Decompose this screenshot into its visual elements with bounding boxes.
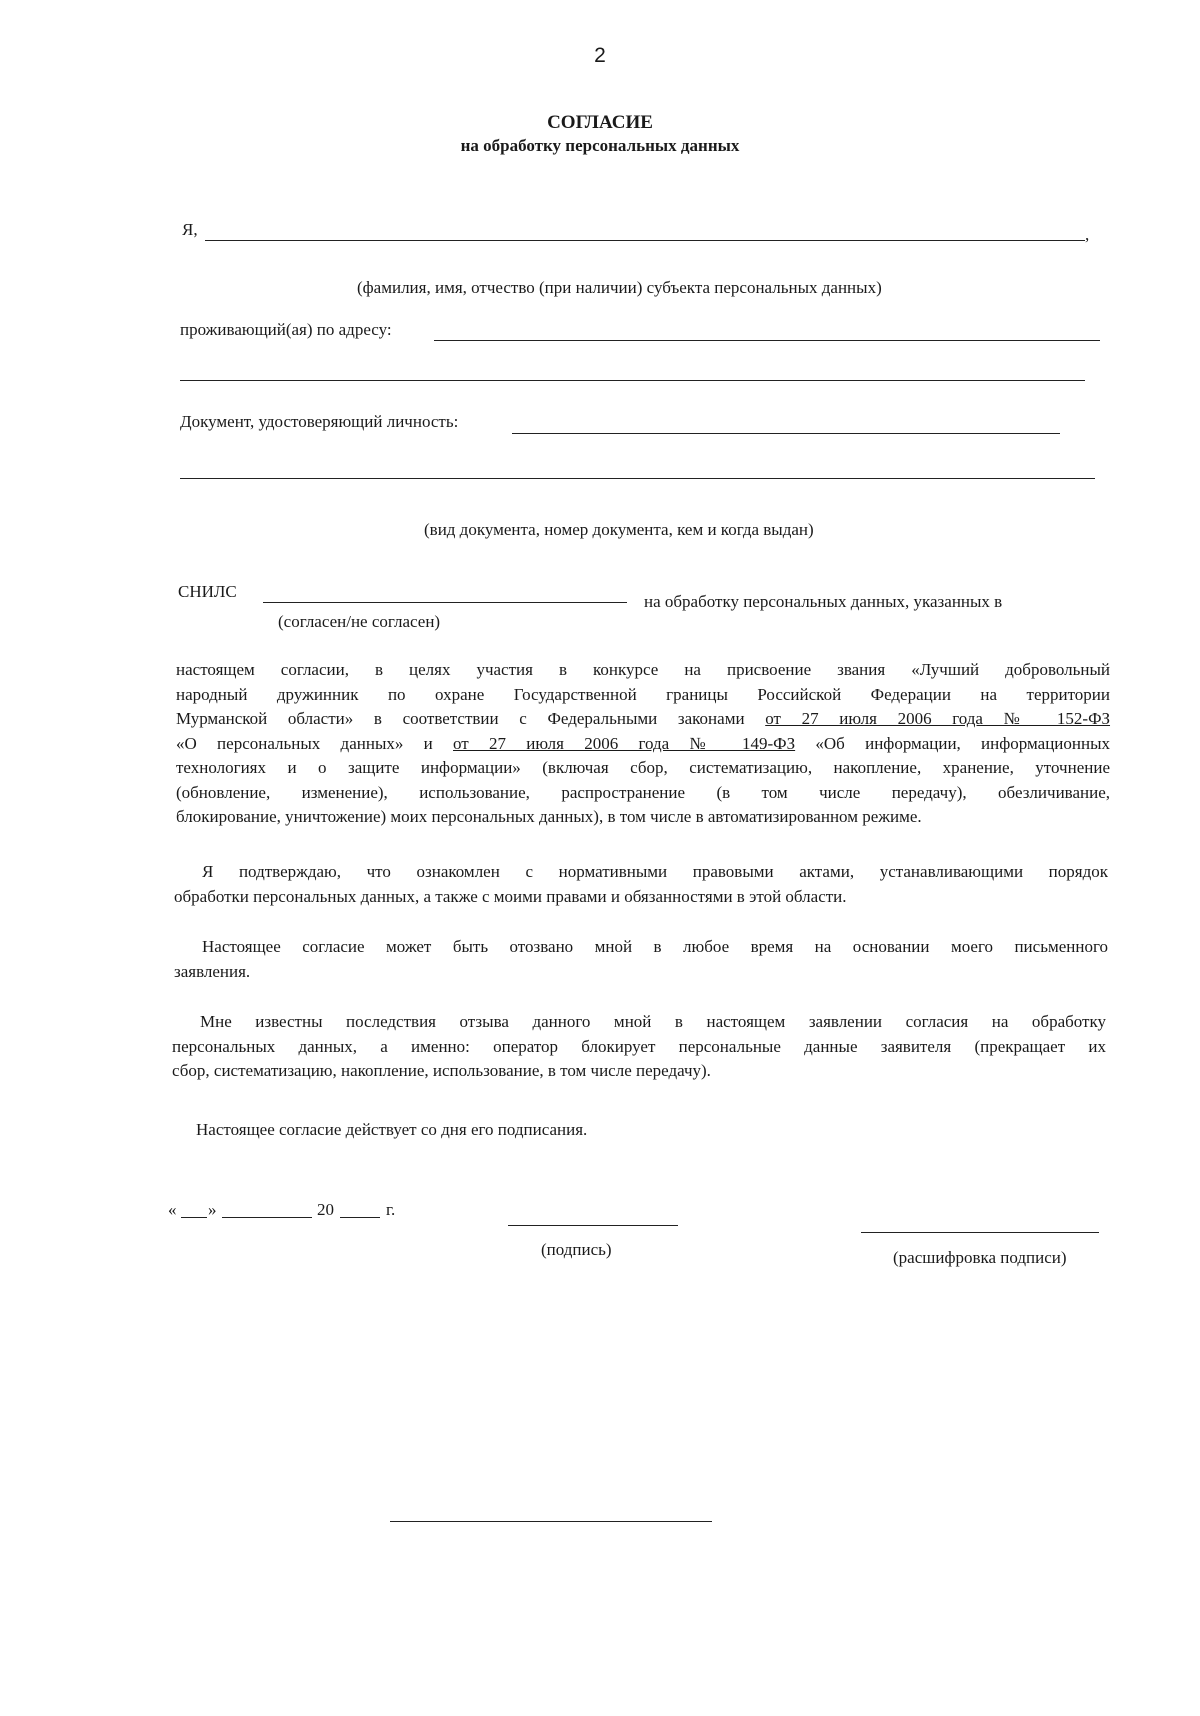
signature-line[interactable]	[508, 1225, 678, 1226]
text-line: обработки персональных данных, а также с моими правами и обязанностями в этой области.	[174, 886, 847, 906]
paragraph-revocation	[174, 935, 1108, 984]
text-line: «О персональных данных» и от 27 июля 2006 года № 149-ФЗ «Об информации, информационных	[176, 733, 1111, 753]
date-year-prefix: 20	[317, 1200, 334, 1219]
date-quote-close: »	[208, 1200, 217, 1219]
document-field-line-1[interactable]	[512, 433, 1060, 434]
document-title: СОГЛАСИЕ	[547, 112, 653, 133]
signature-decoding-caption: (расшифровка подписи)	[893, 1248, 1067, 1267]
document-field-line-2[interactable]	[180, 478, 1095, 479]
consent-field-line[interactable]	[263, 602, 627, 603]
text-line: Настоящее согласие может быть отозвано мной в любое время на основании моего письменного	[202, 937, 1108, 956]
law-reference-152: от 27 июля 2006 года № 152-ФЗ	[765, 709, 1111, 728]
bottom-divider-line	[390, 1521, 712, 1522]
text-line: Я подтверждаю, что ознакомлен с нормативными правовыми актами, устанавливающими порядок	[202, 862, 1108, 881]
signature-caption: (подпись)	[541, 1240, 612, 1259]
date-day-line[interactable]	[181, 1217, 207, 1218]
text-line: народный дружинник по охране Государственной границы Российской Федерации на территории	[176, 684, 1110, 704]
date-month-line[interactable]	[222, 1217, 312, 1218]
document-caption: (вид документа, номер документа, кем и когда выдан)	[424, 520, 814, 539]
text-line: заявления.	[174, 961, 251, 981]
law-reference-149: от 27 июля 2006 года № 149-ФЗ	[453, 733, 796, 753]
text-line: Мне известны последствия отзыва данного мной в настоящем заявлении согласия на обработку	[200, 1012, 1106, 1031]
text-line: Мурманской области» в соответствии с Федеральными законами от 27 июля 2006 года № 152-ФЗ	[176, 709, 1111, 728]
page-number: 2	[594, 44, 606, 67]
paragraph-consent-purpose	[176, 658, 1110, 830]
text-line: блокирование, уничтожение) моих персональных данных), в том числе в автоматизированном режиме.	[176, 807, 922, 826]
address-field-line-1[interactable]	[434, 340, 1100, 341]
text-line: (обновление, изменение), использование, распространение (в том числе передачу), обезличивание,	[176, 782, 1110, 802]
address-field-line-2[interactable]	[180, 380, 1085, 381]
paragraph-consequences	[172, 1010, 1106, 1084]
consent-caption: (согласен/не согласен)	[278, 612, 441, 631]
signature-decoding-line[interactable]	[861, 1232, 1099, 1233]
name-suffix: ,	[1085, 225, 1090, 244]
date-quote-open: «	[168, 1200, 177, 1219]
text-line: сбор, систематизацию, накопление, использование, в том числе передачу).	[172, 1061, 711, 1080]
document-label: Документ, удостоверяющий личность:	[180, 412, 459, 431]
address-label: проживающий(ая) по адресу:	[180, 320, 392, 339]
text-line: персональных данных, а именно: оператор блокирует персональные данные заявителя (прекращает их	[172, 1036, 1106, 1056]
name-caption: (фамилия, имя, отчество (при наличии) субъекта персональных данных)	[357, 278, 882, 297]
snils-after-text: на обработку персональных данных, указанных в	[644, 592, 1003, 611]
name-field-line[interactable]	[205, 240, 1085, 241]
document-subtitle: на обработку персональных данных	[460, 136, 740, 155]
text-line: технологиях и о защите информации» (включая сбор, систематизацию, накопление, хранение, уточнение	[176, 758, 1110, 777]
date-year-line[interactable]	[340, 1217, 380, 1218]
name-prefix: Я,	[182, 220, 198, 239]
text-line: настоящем согласии, в целях участия в конкурсе на присвоение звания «Лучший добровольный	[176, 660, 1110, 679]
paragraph-validity: Настоящее согласие действует со дня его подписания.	[196, 1120, 588, 1139]
snils-label: СНИЛС	[178, 582, 237, 601]
paragraph-acknowledgement	[174, 860, 1108, 909]
date-year-suffix: г.	[386, 1200, 396, 1219]
